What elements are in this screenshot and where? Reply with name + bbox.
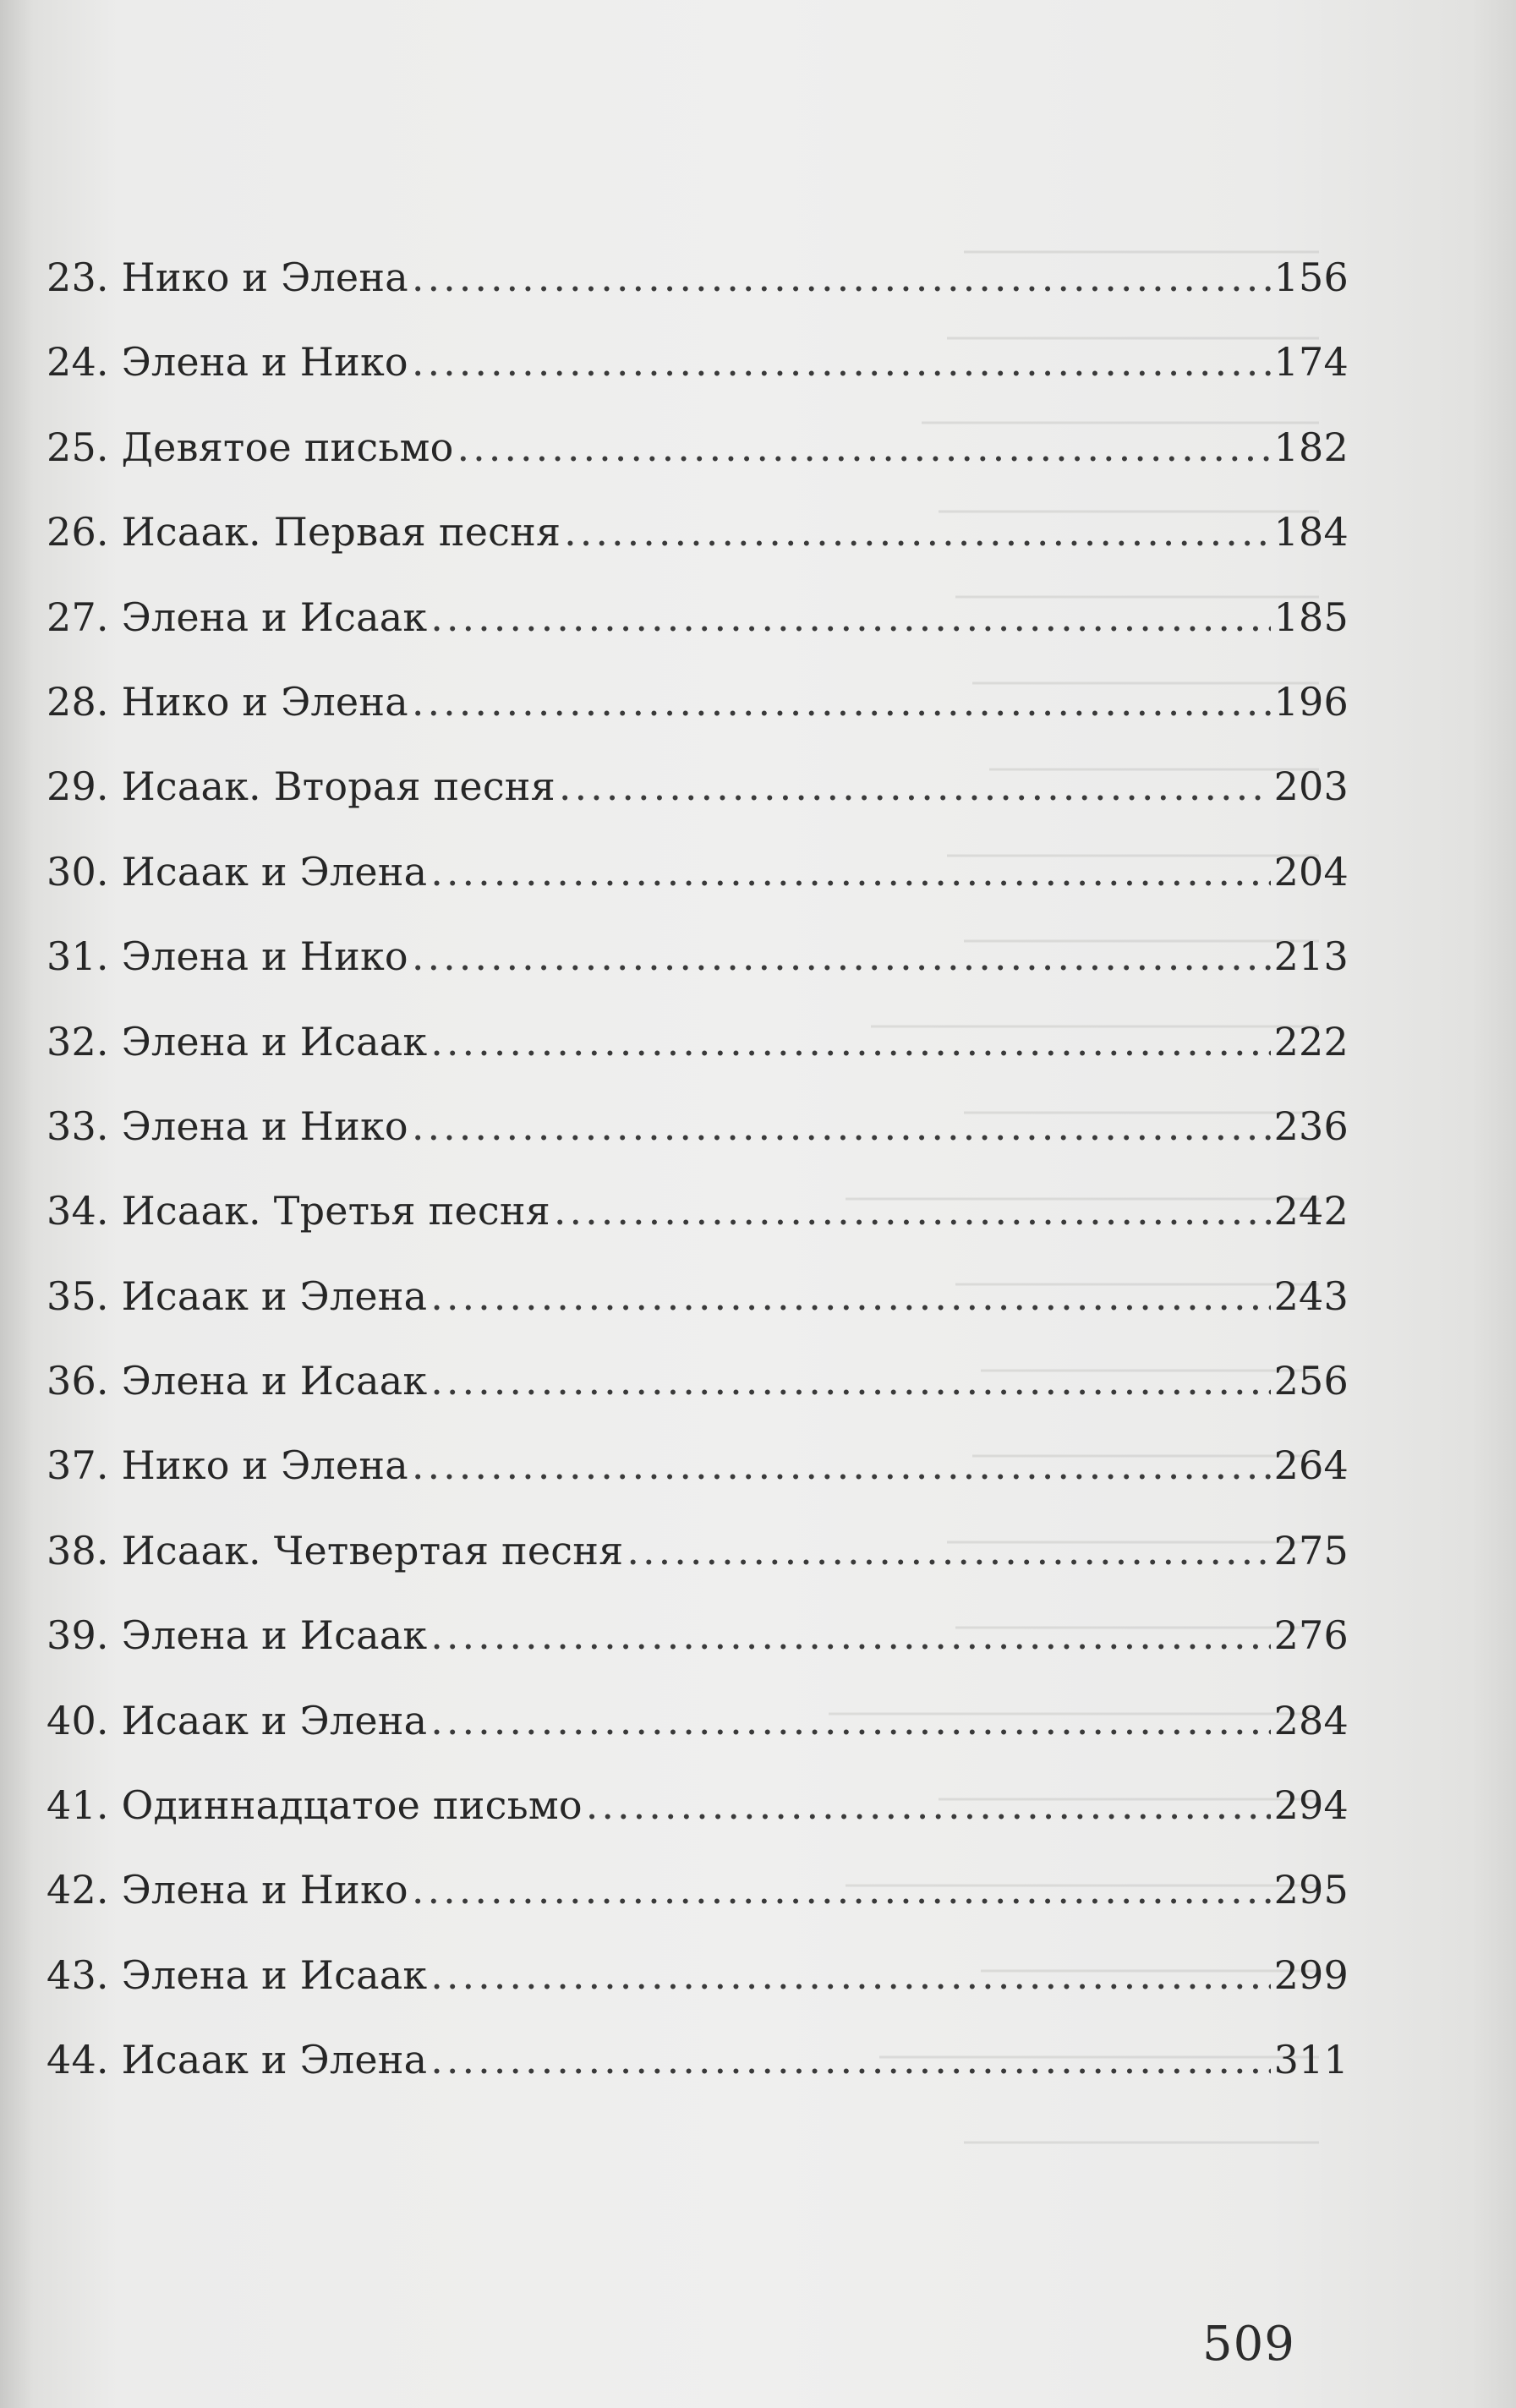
dot-leader xyxy=(412,933,1271,979)
toc-entry-title: 39. Элена и Исаак xyxy=(47,1612,428,1659)
toc-entry-title: 36. Элена и Исаак xyxy=(47,1358,428,1404)
dot-leader xyxy=(430,849,1270,895)
toc-entry-title: 28. Нико и Элена xyxy=(47,678,408,725)
dot-leader xyxy=(430,1358,1270,1404)
toc-entry-title: 41. Одиннадцатое письмо xyxy=(47,1782,583,1829)
toc-entry-title: 44. Исаак и Элена xyxy=(47,2037,428,2083)
toc-entry xyxy=(47,763,1349,848)
dot-leader xyxy=(412,1867,1271,1913)
toc-entry xyxy=(47,2037,1349,2121)
toc-entry-title: 29. Исаак. Вторая песня xyxy=(47,763,556,810)
toc-entry xyxy=(47,594,1349,679)
toc-entry-title: 33. Элена и Нико xyxy=(47,1103,408,1149)
toc-entry-page: 295 xyxy=(1273,1867,1349,1913)
toc-entry-title: 43. Элена и Исаак xyxy=(47,1951,428,1998)
toc-entry-page: 276 xyxy=(1273,1612,1349,1659)
dot-leader xyxy=(430,1612,1270,1658)
toc-entry-title: 34. Исаак. Третья песня xyxy=(47,1188,550,1234)
dot-leader xyxy=(430,1698,1270,1743)
dot-leader xyxy=(430,1952,1270,1998)
toc-entry xyxy=(47,424,1349,509)
toc-entry-title: 26. Исаак. Первая песня xyxy=(47,509,561,555)
toc-entry-page: 213 xyxy=(1273,933,1349,980)
dot-leader xyxy=(430,1273,1270,1319)
toc-entry-title: 32. Элена и Исаак xyxy=(47,1018,428,1064)
dot-leader xyxy=(412,1442,1271,1488)
toc-entry xyxy=(47,1698,1349,1782)
dot-leader xyxy=(627,1528,1270,1573)
toc-entry xyxy=(47,1612,1349,1697)
toc-entry-title: 27. Элена и Исаак xyxy=(47,594,428,640)
toc-entry xyxy=(47,679,1349,763)
toc-entry-page: 222 xyxy=(1273,1018,1349,1064)
dot-leader xyxy=(412,254,1271,300)
dot-leader xyxy=(430,2037,1270,2082)
toc-entry xyxy=(47,1273,1349,1358)
toc-entry-title: 24. Элена и Нико xyxy=(47,339,408,386)
dot-leader xyxy=(430,594,1270,640)
toc-entry xyxy=(47,1867,1349,1951)
toc-entry-page: 242 xyxy=(1273,1188,1349,1234)
toc-entry-page: 284 xyxy=(1273,1697,1349,1743)
toc-entry-page: 275 xyxy=(1273,1527,1349,1573)
toc-entry xyxy=(47,254,1349,339)
toc-entry xyxy=(47,339,1349,424)
toc-entry xyxy=(47,1188,1349,1272)
toc-entry-page: 256 xyxy=(1273,1358,1349,1404)
toc-entry-title: 38. Исаак. Четвертая песня xyxy=(47,1527,624,1573)
toc-entry-page: 236 xyxy=(1273,1103,1349,1149)
toc-entry-page: 294 xyxy=(1273,1782,1349,1829)
toc-entry-page: 174 xyxy=(1273,339,1349,386)
dot-leader xyxy=(586,1782,1271,1828)
dot-leader xyxy=(554,1188,1271,1234)
toc-entry-title: 35. Исаак и Элена xyxy=(47,1272,428,1319)
dot-leader xyxy=(559,763,1271,809)
dot-leader xyxy=(430,1019,1270,1064)
dot-leader xyxy=(457,424,1271,470)
table-of-contents xyxy=(47,254,1349,2122)
dot-leader xyxy=(412,1103,1271,1149)
dot-leader xyxy=(412,679,1271,725)
toc-entry-page: 196 xyxy=(1273,678,1349,725)
toc-entry-title: 40. Исаак и Элена xyxy=(47,1697,428,1743)
toc-entry xyxy=(47,1442,1349,1527)
page-number: 509 xyxy=(1202,2317,1295,2372)
dot-leader xyxy=(564,509,1270,555)
toc-entry xyxy=(47,1103,1349,1188)
toc-entry-page: 299 xyxy=(1273,1951,1349,1998)
toc-entry xyxy=(47,1528,1349,1612)
toc-entry xyxy=(47,1952,1349,2037)
toc-entry-title: 42. Элена и Нико xyxy=(47,1867,408,1913)
toc-entry-title: 25. Девятое письмо xyxy=(47,424,454,470)
toc-entry-page: 156 xyxy=(1273,254,1349,300)
toc-entry-page: 182 xyxy=(1273,424,1349,470)
toc-entry-page: 311 xyxy=(1273,2037,1349,2083)
toc-entry-title: 23. Нико и Элена xyxy=(47,254,408,300)
toc-entry xyxy=(47,1782,1349,1867)
toc-entry-title: 37. Нико и Элена xyxy=(47,1442,408,1489)
toc-entry-page: 185 xyxy=(1273,594,1349,640)
toc-entry-page: 243 xyxy=(1273,1272,1349,1319)
toc-entry xyxy=(47,509,1349,594)
toc-entry xyxy=(47,1019,1349,1103)
toc-entry-page: 204 xyxy=(1273,848,1349,895)
toc-entry-page: 184 xyxy=(1273,509,1349,555)
toc-entry-title: 31. Элена и Нико xyxy=(47,933,408,980)
dot-leader xyxy=(412,339,1271,385)
toc-entry-page: 203 xyxy=(1273,763,1349,810)
toc-entry-page: 264 xyxy=(1273,1442,1349,1489)
toc-entry xyxy=(47,1358,1349,1442)
toc-entry xyxy=(47,933,1349,1018)
toc-entry-title: 30. Исаак и Элена xyxy=(47,848,428,895)
toc-entry xyxy=(47,849,1349,933)
